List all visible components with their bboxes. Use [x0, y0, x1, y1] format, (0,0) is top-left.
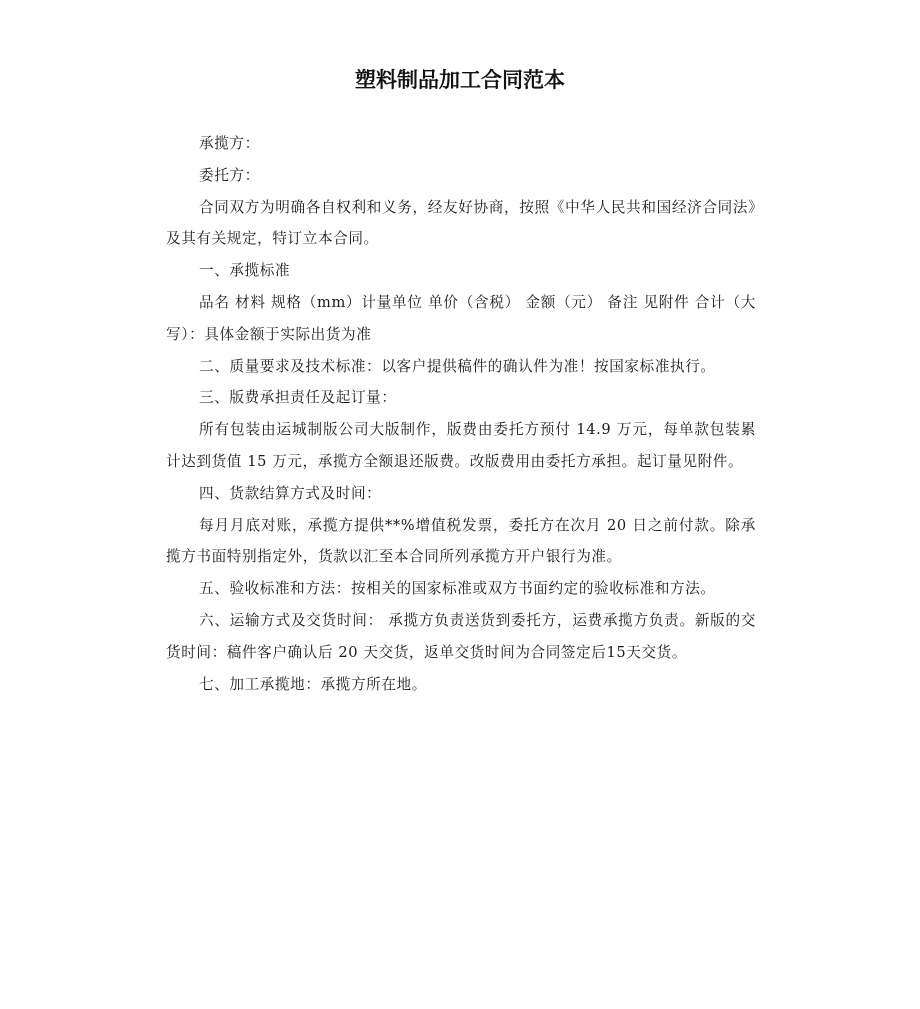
section-heading-4: 四、货款结算方式及时间：	[199, 484, 382, 502]
section-4-paragraph: 每月月底对账，承揽方提供**%增值税发票，委托方在次月 20 日之前付款。除承揽方书面特别指定外，货款以汇至本合同所列承揽方开户银行为准。	[166, 516, 756, 566]
client-line: 委托方：	[199, 166, 260, 184]
section-7-paragraph: 七、加工承揽地：承揽方所在地。	[199, 675, 427, 693]
section-1-paragraph: 品名 材料 规格（mm）计量单位 单价（含税） 金额（元） 备注 见附件 合计（大写）：具体金额于实际出货为准	[166, 293, 756, 343]
section-6-paragraph: 六、运输方式及交货时间： 承揽方负责送货到委托方，运费承揽方负责。新版的交货时间：稿件客户确认后 20 天交货，返单交货时间为合同签定后15天交货。	[166, 611, 756, 661]
section-3-paragraph: 所有包装由运城制版公司大版制作，版费由委托方预付 14.9 万元，每单款包装累计达到货值 15 万元，承揽方全额退还版费。改版费用由委托方承担。起订量见附件。	[166, 421, 756, 470]
page-title: 塑料制品加工合同范本	[355, 68, 565, 92]
contractor-line: 承揽方：	[199, 135, 260, 152]
document-body	[166, 128, 756, 700]
section-2-paragraph: 二、质量要求及技术标准：以客户提供稿件的确认件为准！按国家标准执行。	[199, 357, 716, 375]
section-heading-1: 一、承揽标准	[199, 262, 291, 280]
preamble-paragraph: 合同双方为明确各自权利和义务，经友好协商，按照《中华人民共和国经济合同法》及其有关规定，特订立本合同。	[166, 198, 756, 248]
section-heading-3: 三、版费承担责任及起订量：	[199, 389, 397, 407]
section-5-paragraph: 五、验收标准和方法：按相关的国家标准或双方书面约定的验收标准和方法。	[199, 580, 716, 598]
